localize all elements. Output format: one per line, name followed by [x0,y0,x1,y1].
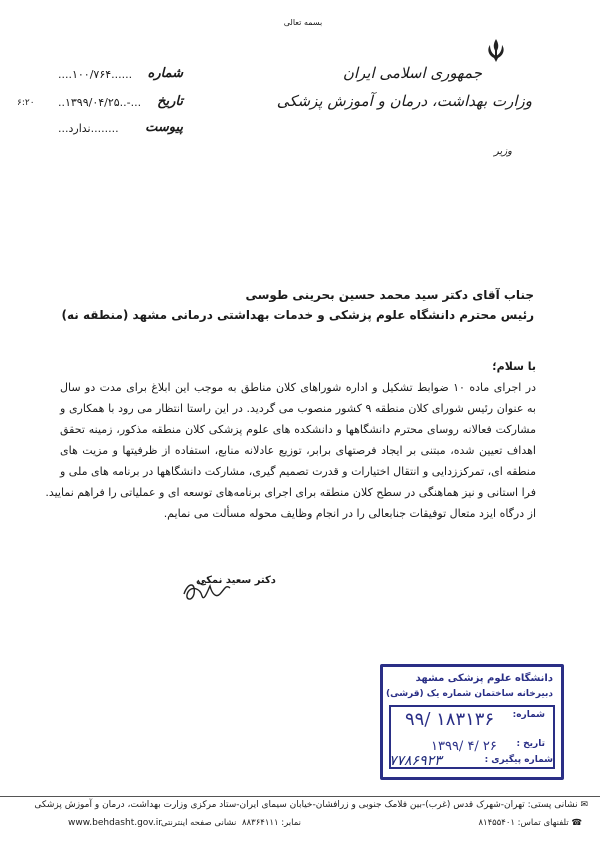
handwritten-time-note: ۶:۲۰ [17,98,35,108]
stamp-date-label: تاریخ : [516,739,545,749]
letter-number-label: شماره [147,66,183,81]
letter-number-value: ....۱۰۰/۷۶۴...... [58,68,133,81]
letter-attachment-label: پیوست [145,120,183,135]
mail-icon: ✉ [580,800,588,810]
registry-stamp [380,664,564,780]
body-line: اهداف تعیین شده، مبتنی بر ایجاد فرصتهای برابر، توزیع عادلانه منابع، استفاده از ظرفیتها و مزیت های [60,444,536,457]
stamp-followup-value: ۷۷۸۶۹۲۳ [389,753,442,769]
stamp-subtitle: دبیرخانه ساختمان شماره یک (قرشی) [385,689,553,699]
addressee-title: رئیس محترم دانشگاه علوم پزشکی و خدمات بهداشتی درمانی مشهد (منطقه نه) [61,308,534,322]
body-line: فرا استانی و نیز هماهنگی در سطح کلان منطقه برای اجرای برنامه‌های توسعه ای و عملیاتی را فراهم نمایید. [45,486,536,499]
footer-address-text: نشانی پستی: تهران-شهرک قدس (غرب)-بین فلامک جنوبی و زرافشان-خیابان سیمای ایران-ستاد مرکزی وزارت بهداشت، درمان و آموزش پزشکی [34,800,578,810]
letter-attachment-row [58,120,183,138]
stamp-number-value: ۹۹/ ۱۸۳۱۳۶ [405,709,495,730]
footer-website-link[interactable]: www.behdasht.gov.ir [68,818,162,828]
bismillah-heading: بسمه تعالی [283,18,323,27]
footer-fax: نمابر: ۸۸۳۶۴۱۱۱ [242,818,302,828]
body-line: به عنوان رئیس شورای کلان منطقه ۹ کشور منصوب می گردید. در این راستا انتظار می رود با همکاری و [60,402,536,415]
footer-phone-text: تلفنهای تماس: ۸۱۴۵۵۴۰۱ [478,818,569,828]
footer-phone [478,818,582,828]
org-name-line2: وزارت بهداشت، درمان و آموزش پزشکی [276,92,532,110]
phone-icon: ☎ [571,818,582,828]
stamp-date-value: ۱۳۹۹/ ۴/ ۲۶ [431,739,497,754]
minister-title: وزیر [494,146,512,157]
iran-emblem-icon [482,36,510,64]
footer-website-label: نشانی صفحه اینترنتی: [158,818,237,828]
letter-date-value: ..۱۳۹۹/۰۴/۲۵..-... [58,96,142,109]
signer-name: دکتر سعید نمکی [196,575,276,586]
body-line: منطقه ای، تمرکززدایی و انتقال اختیارات و قدرت تصمیم گیری، مشارکت دانشگاهها در برنامه های ملی و [60,465,536,478]
addressee-name: جناب آقای دکتر سید محمد حسین بحرینی طوسی [245,288,534,302]
body-line: در اجرای ماده ۱۰ ضوابط تشکیل و اداره شوراهای کلان مناطق به موجب این ابلاغ برای مدت دو سال [60,381,536,394]
letter-attachment-value: ...ندارد........ [58,122,119,135]
stamp-title: دانشگاه علوم پزشکی مشهد [415,673,553,684]
letter-date-row [58,94,183,112]
footer-divider [0,796,600,797]
org-name-line1: جمهوری اسلامی ایران [342,64,482,82]
footer-address [34,800,588,810]
handwritten-signature [180,572,240,606]
stamp-followup-label: شماره پیگیری : [484,755,553,765]
body-line-closing: از درگاه ایزد متعال توفیقات جنابعالی را در انجام وظایف محوله مسألت می نمایم. [163,507,536,520]
greeting: با سلام؛ [492,360,536,373]
body-line: مشارکت فعالانه روسای محترم دانشگاهها و دانشکده های علوم پزشکی کلان منطقه مذکور، زمینه تحقق [60,423,536,436]
stamp-number-label: شماره: [512,710,545,720]
letter-number-row [58,66,183,84]
letter-date-label: تاریخ [157,94,183,109]
